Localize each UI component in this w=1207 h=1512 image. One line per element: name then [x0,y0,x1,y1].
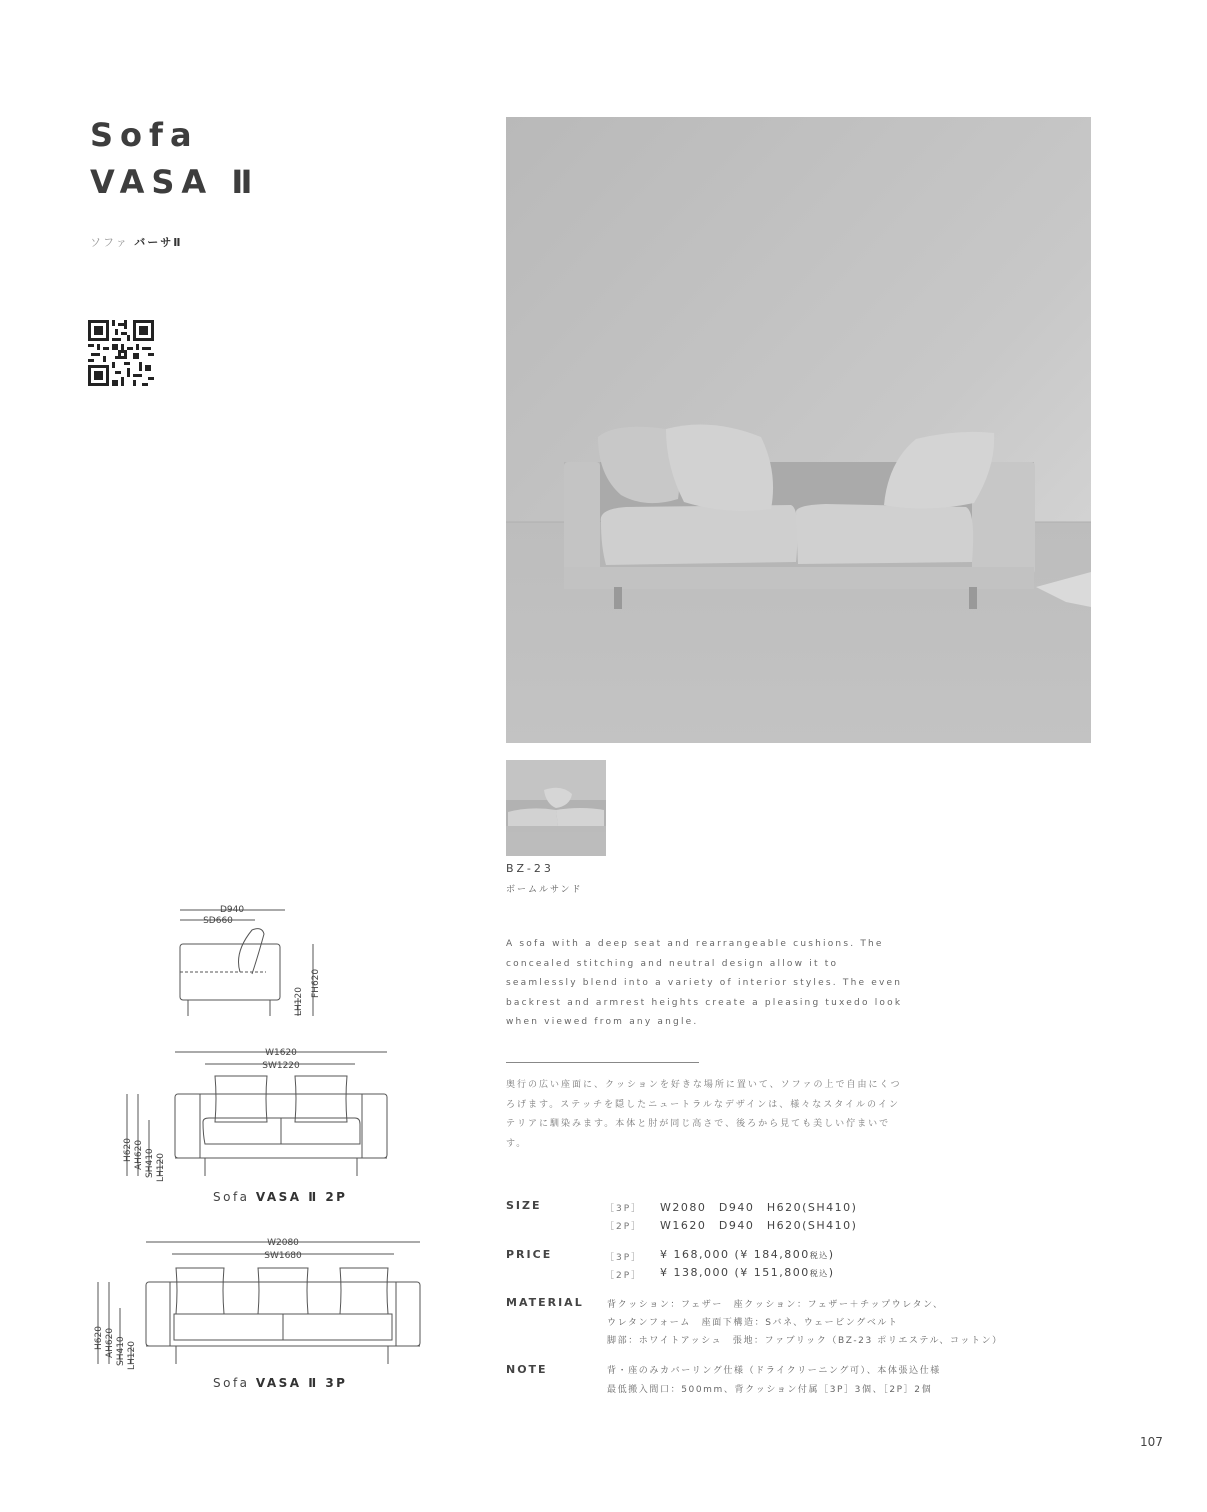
description-japanese: 奥行の広い座面に、クッションを好きな場所に置いて、ソファの上で自由にくつろげます。ステッチを隠したニュートラルなデザインは、様々なスタイルのインテリアに馴染みます。本体と肘が同じ高さで、後ろから見ても美しい佇まいです。 [506,1080,902,1149]
price-tag-3p: ［3P］ [605,1253,643,1263]
price-tag-2p: ［2P］ [605,1271,643,1281]
price-value-3p [660,1248,835,1261]
side-view-diagram [170,900,330,1020]
qr-code-icon[interactable] [88,320,154,386]
price-label: PRICE [506,1248,553,1261]
2p-leg-height-label: LH120 [156,1153,166,1182]
subtitle [90,234,183,250]
caption-2p [213,1190,347,1204]
material-line-2: ウレタンフォーム 座面下構造：Sバネ、ウェービングベルト [607,1318,899,1328]
material-line-1: 背クッション：フェザー 座クッション：フェザー＋チップウレタン、 [607,1300,944,1310]
2p-arm-height-label: AH620 [134,1139,144,1170]
price-tax-2p: 税込 [809,1269,829,1278]
fabric-swatch-thumbnail[interactable] [506,760,606,856]
size-tag-3p: ［3P］ [605,1204,643,1214]
2p-height-label: H620 [123,1138,133,1162]
title-line-2: VASA Ⅱ [90,163,260,201]
2p-width-label: W1620 [265,1048,297,1058]
size-label: SIZE [506,1199,542,1212]
2p-seat-height-label: SH410 [145,1148,155,1178]
price-value-2p [660,1266,835,1279]
3p-seat-height-label: SH410 [116,1336,126,1366]
caption-3p-name: VASA Ⅱ 3P [255,1376,348,1390]
caption-3p-prefix: Sofa [213,1376,250,1390]
caption-2p-name: VASA Ⅱ 2P [255,1190,348,1204]
sofa-photo [506,117,1091,743]
price-close-3p: ) [828,1248,835,1261]
size-value-3p: W2080 D940 H620(SH410) [660,1201,858,1214]
front-diagram-2p [115,1040,405,1190]
side-frame-height-label: FH620 [311,968,321,998]
title-line-1: Sofa [90,116,199,154]
divider [506,1062,699,1063]
size-tag-2p: ［2P］ [605,1222,643,1232]
swatch-code: BZ-23 [506,862,554,875]
3p-height-label: H620 [94,1326,104,1350]
material-label: MATERIAL [506,1296,584,1309]
price-amount-3p: ¥ 168,000 (¥ 184,800 [660,1248,810,1261]
page-number: 107 [1140,1435,1163,1449]
note-line-1: 背・座のみカバーリング仕様（ドライクリーニング可）、本体張込仕様 [607,1366,941,1376]
price-tax-3p: 税込 [809,1251,829,1260]
caption-3p [213,1376,347,1390]
3p-arm-height-label: AH620 [105,1327,115,1358]
3p-seat-width-label: SW1680 [264,1251,302,1261]
price-amount-2p: ¥ 138,000 (¥ 151,800 [660,1266,810,1279]
note-label: NOTE [506,1363,548,1376]
note-line-2: 最低搬入間口：500mm、背クッション付属［3P］3個、［2P］2個 [607,1385,933,1395]
subtitle-prefix: ソファ [90,236,129,249]
2p-seat-width-label: SW1220 [262,1061,300,1071]
front-diagram-3p [88,1230,428,1375]
3p-width-label: W2080 [267,1238,299,1248]
price-close-2p: ) [828,1266,835,1279]
side-depth-label: D940 [219,905,245,915]
side-seat-depth-label: SD660 [203,916,233,926]
caption-2p-prefix: Sofa [213,1190,250,1204]
size-value-2p: W1620 D940 H620(SH410) [660,1219,858,1232]
subtitle-name: バーサⅡ [134,236,183,249]
3p-leg-height-label: LH120 [127,1341,137,1370]
swatch-name: ボームルサンド [506,885,583,895]
description-english: A sofa with a deep seat and rearrangeable cushions. The concealed stitching and neutral design allow it to seamlessly blend into a variety of interior styles. The even backrest and armrest heights create a pleasing tuxedo look when viewed from any angle. [506,939,903,1027]
side-leg-height-label: LH120 [294,987,304,1016]
material-line-3: 脚部：ホワイトアッシュ 張地：ファブリック（BZ-23 ポリエステル、コットン） [607,1336,1003,1346]
